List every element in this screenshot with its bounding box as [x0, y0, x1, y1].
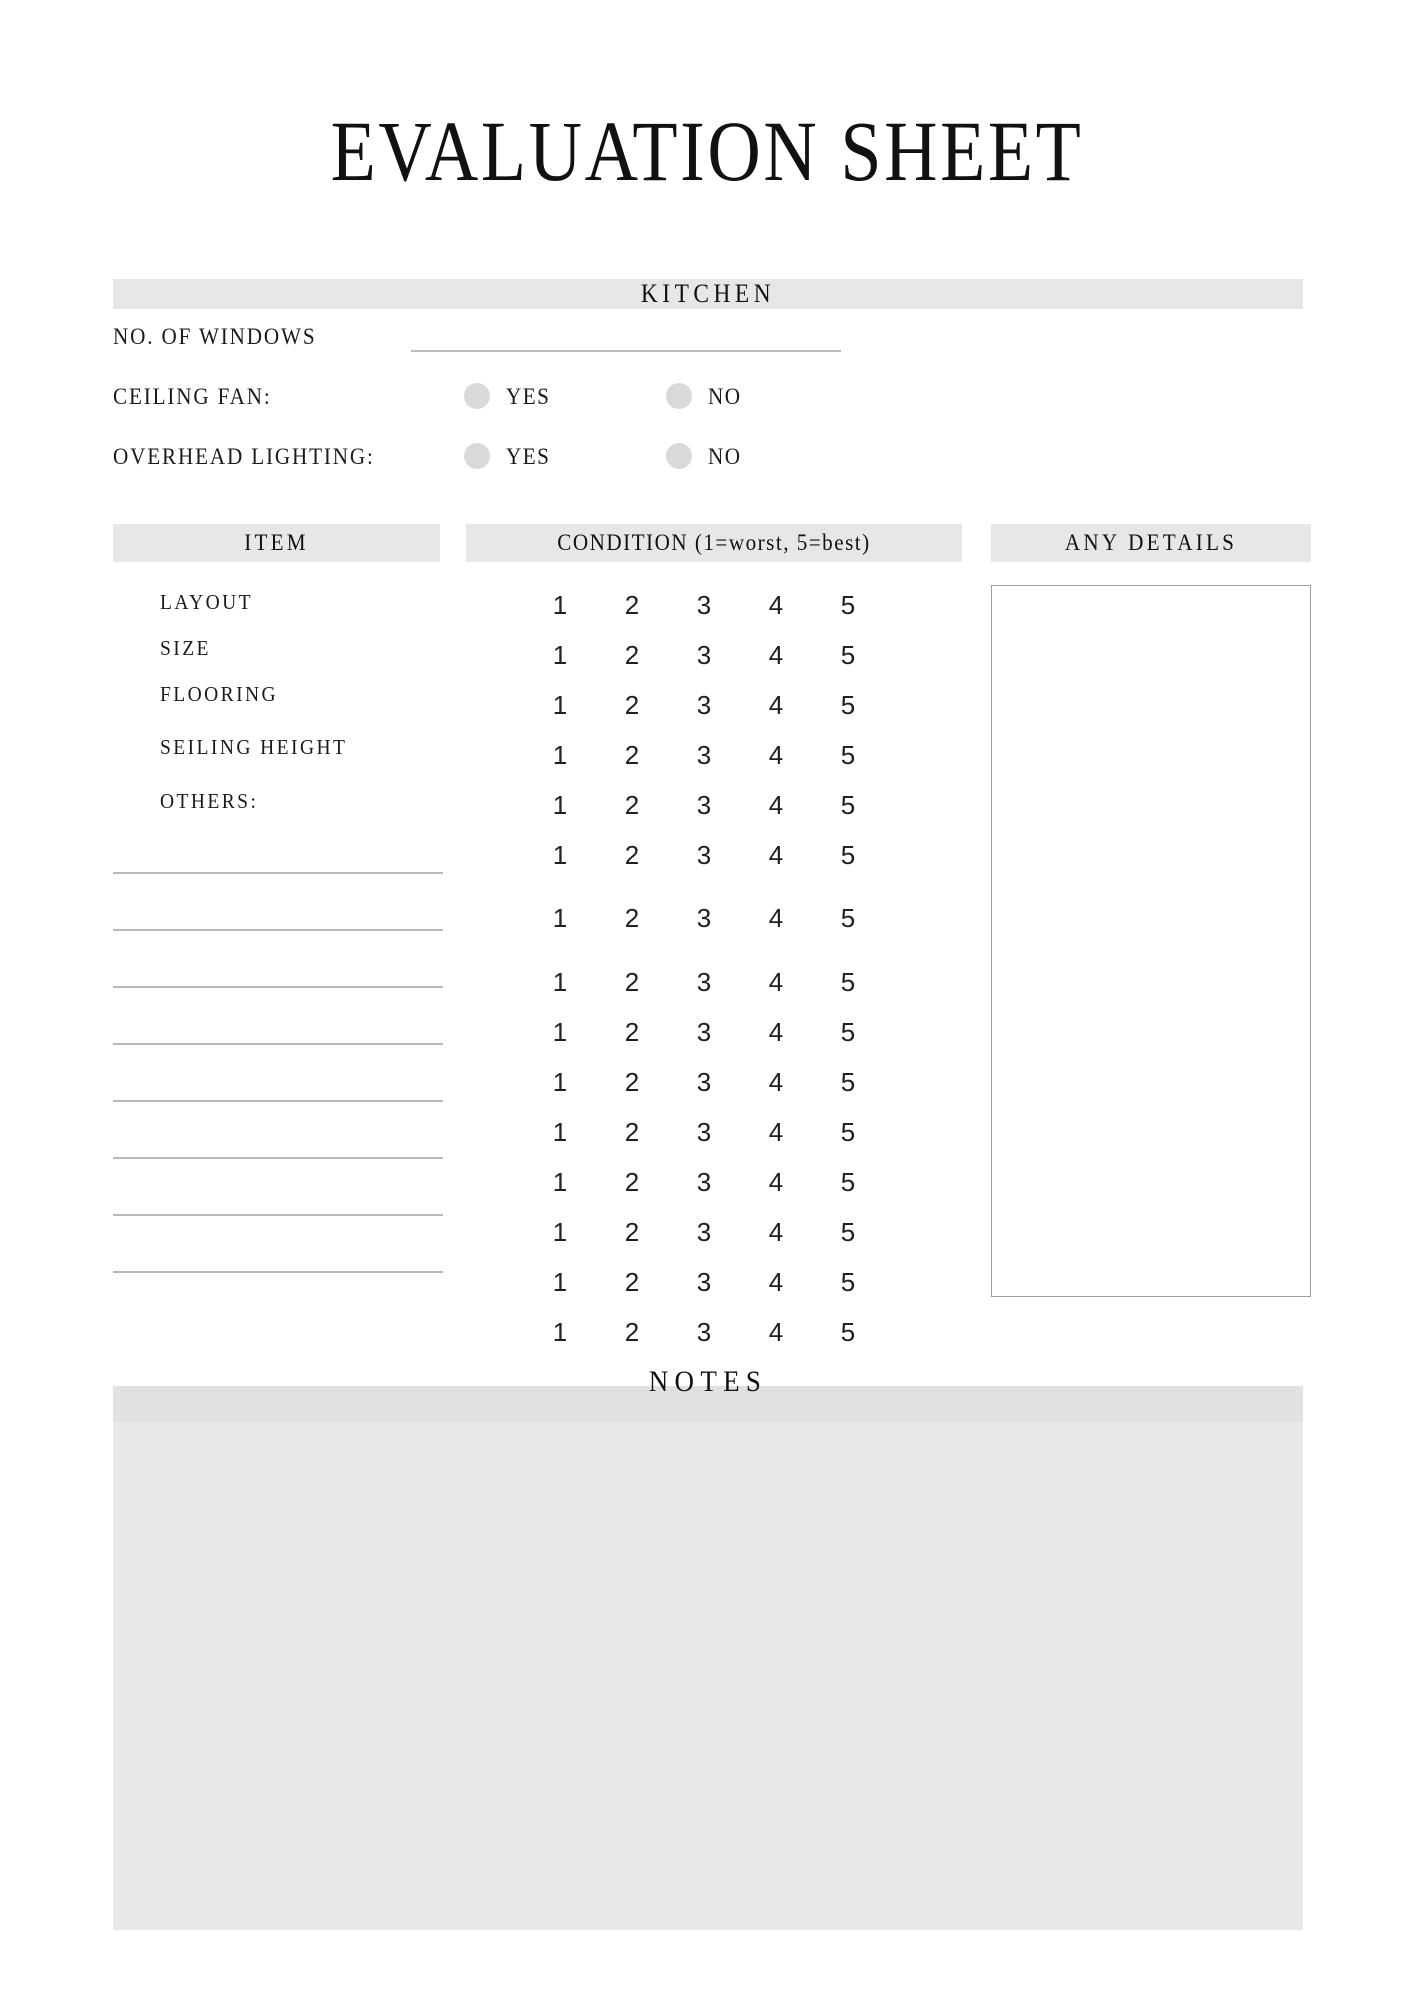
item-others: OTHERS:: [160, 789, 259, 813]
rating-option-3[interactable]: 3: [696, 840, 712, 870]
rating-option-4[interactable]: 4: [768, 690, 784, 720]
rating-option-1[interactable]: 1: [552, 1067, 568, 1097]
rating-option-5[interactable]: 5: [840, 790, 856, 820]
rating-option-1[interactable]: 1: [552, 590, 568, 620]
rating-option-2[interactable]: 2: [624, 1117, 640, 1147]
table-header-details-label: ANY DETAILS: [1064, 530, 1238, 555]
rating-option-4[interactable]: 4: [768, 740, 784, 770]
rating-option-5[interactable]: 5: [840, 967, 856, 997]
radio-label-ceiling-fan-yes: YES: [506, 384, 551, 409]
table-header-condition-label: CONDITION (1=worst, 5=best): [557, 530, 871, 555]
rating-option-2[interactable]: 2: [624, 903, 640, 933]
rating-option-4[interactable]: 4: [768, 903, 784, 933]
table-header-item-label: ITEM: [244, 530, 309, 555]
table-header-condition: [466, 524, 962, 562]
notes-input[interactable]: [113, 1422, 1303, 1930]
table-header-item: [113, 524, 440, 562]
rating-option-2[interactable]: 2: [624, 840, 640, 870]
rating-option-5[interactable]: 5: [840, 1117, 856, 1147]
rating-option-3[interactable]: 3: [696, 1117, 712, 1147]
item-layout: LAYOUT: [160, 590, 253, 614]
write-in-line[interactable]: [113, 1100, 443, 1102]
rating-option-3[interactable]: 3: [696, 740, 712, 770]
label-overhead-lighting: OVERHEAD LIGHTING:: [113, 444, 375, 469]
write-in-line[interactable]: [113, 929, 443, 931]
rating-option-4[interactable]: 4: [768, 1267, 784, 1297]
rating-option-1[interactable]: 1: [552, 840, 568, 870]
rating-option-4[interactable]: 4: [768, 1017, 784, 1047]
rating-option-3[interactable]: 3: [696, 903, 712, 933]
rating-option-4[interactable]: 4: [768, 590, 784, 620]
rating-option-1[interactable]: 1: [552, 903, 568, 933]
write-in-line[interactable]: [113, 986, 443, 988]
rating-option-3[interactable]: 3: [696, 1217, 712, 1247]
item-size: SIZE: [160, 636, 211, 660]
rating-row[interactable]: [524, 1267, 884, 1297]
rating-option-3[interactable]: 3: [696, 640, 712, 670]
rating-option-2[interactable]: 2: [624, 1067, 640, 1097]
rating-option-5[interactable]: 5: [840, 1067, 856, 1097]
radio-ceiling-fan-no[interactable]: [666, 383, 692, 409]
rating-option-1[interactable]: 1: [552, 690, 568, 720]
rating-option-3[interactable]: 3: [696, 590, 712, 620]
rating-option-5[interactable]: 5: [840, 1217, 856, 1247]
rating-option-2[interactable]: 2: [624, 740, 640, 770]
rating-row[interactable]: [524, 1067, 884, 1097]
any-details-input[interactable]: [991, 585, 1311, 1297]
rating-option-3[interactable]: 3: [696, 1017, 712, 1047]
rating-option-4[interactable]: 4: [768, 640, 784, 670]
table-header-details: [991, 524, 1311, 562]
rating-option-1[interactable]: 1: [552, 790, 568, 820]
rating-option-4[interactable]: 4: [768, 1117, 784, 1147]
rating-row[interactable]: [524, 740, 884, 770]
rating-row[interactable]: [524, 1317, 884, 1347]
rating-option-4[interactable]: 4: [768, 840, 784, 870]
rating-option-4[interactable]: 4: [768, 1067, 784, 1097]
write-in-line[interactable]: [113, 872, 443, 874]
notes-title: NOTES: [648, 1365, 768, 1398]
rating-option-2[interactable]: 2: [624, 590, 640, 620]
rating-row[interactable]: [524, 690, 884, 720]
rating-row[interactable]: [524, 590, 884, 620]
rating-option-3[interactable]: 3: [696, 790, 712, 820]
label-ceiling-fan: CEILING FAN:: [113, 384, 272, 409]
rating-option-4[interactable]: 4: [768, 967, 784, 997]
rating-option-1[interactable]: 1: [552, 1217, 568, 1247]
rating-option-5[interactable]: 5: [840, 590, 856, 620]
rating-option-2[interactable]: 2: [624, 1017, 640, 1047]
rating-option-4[interactable]: 4: [768, 1167, 784, 1197]
radio-ceiling-fan-yes[interactable]: [464, 383, 490, 409]
rating-option-2[interactable]: 2: [624, 967, 640, 997]
rating-option-1[interactable]: 1: [552, 1267, 568, 1297]
item-flooring: FLOORING: [160, 682, 279, 706]
rating-option-3[interactable]: 3: [696, 690, 712, 720]
rating-option-5[interactable]: 5: [840, 640, 856, 670]
rating-option-5[interactable]: 5: [840, 1017, 856, 1047]
section-title: KITCHEN: [640, 279, 776, 308]
rating-row[interactable]: [524, 1017, 884, 1047]
section-band-kitchen: [113, 279, 1303, 309]
radio-overhead-lighting-yes[interactable]: [464, 443, 490, 469]
rating-row[interactable]: [524, 1167, 884, 1197]
radio-label-overhead-lighting-yes: YES: [506, 444, 551, 469]
rating-row[interactable]: [524, 840, 884, 870]
rating-option-2[interactable]: 2: [624, 1217, 640, 1247]
write-in-line[interactable]: [113, 1043, 443, 1045]
rating-option-3[interactable]: 3: [696, 1167, 712, 1197]
rating-row[interactable]: [524, 903, 884, 933]
rating-option-3[interactable]: 3: [696, 1067, 712, 1097]
rating-option-3[interactable]: 3: [696, 1317, 712, 1347]
rating-option-2[interactable]: 2: [624, 790, 640, 820]
notes-band: [113, 1365, 1303, 1422]
rating-row[interactable]: [524, 790, 884, 820]
rating-option-5[interactable]: 5: [840, 740, 856, 770]
item-seiling-height: SEILING HEIGHT: [160, 735, 348, 759]
rating-option-3[interactable]: 3: [696, 967, 712, 997]
no-of-windows-input[interactable]: [411, 350, 841, 352]
rating-option-5[interactable]: 5: [840, 840, 856, 870]
rating-option-5[interactable]: 5: [840, 690, 856, 720]
rating-option-2[interactable]: 2: [624, 640, 640, 670]
write-in-line[interactable]: [113, 1271, 443, 1273]
rating-option-1[interactable]: 1: [552, 1117, 568, 1147]
rating-option-1[interactable]: 1: [552, 967, 568, 997]
label-no-of-windows: NO. OF WINDOWS: [113, 324, 317, 349]
rating-row[interactable]: [524, 640, 884, 670]
rating-option-5[interactable]: 5: [840, 903, 856, 933]
rating-option-2[interactable]: 2: [624, 690, 640, 720]
rating-row[interactable]: [524, 967, 884, 997]
rating-option-1[interactable]: 1: [552, 640, 568, 670]
rating-option-4[interactable]: 4: [768, 1317, 784, 1347]
rating-option-1[interactable]: 1: [552, 1317, 568, 1347]
rating-option-3[interactable]: 3: [696, 1267, 712, 1297]
rating-option-1[interactable]: 1: [552, 1017, 568, 1047]
rating-option-2[interactable]: 2: [624, 1267, 640, 1297]
radio-overhead-lighting-no[interactable]: [666, 443, 692, 469]
radio-label-overhead-lighting-no: NO: [708, 444, 742, 469]
rating-option-1[interactable]: 1: [552, 740, 568, 770]
rating-option-5[interactable]: 5: [840, 1267, 856, 1297]
write-in-line[interactable]: [113, 1214, 443, 1216]
write-in-line[interactable]: [113, 1157, 443, 1159]
radio-label-ceiling-fan-no: NO: [708, 384, 742, 409]
rating-row[interactable]: [524, 1217, 884, 1247]
rating-row[interactable]: [524, 1117, 884, 1147]
page-title: EVALUATION SHEET: [330, 103, 1084, 199]
rating-option-2[interactable]: 2: [624, 1167, 640, 1197]
rating-option-1[interactable]: 1: [552, 1167, 568, 1197]
rating-option-2[interactable]: 2: [624, 1317, 640, 1347]
rating-option-4[interactable]: 4: [768, 790, 784, 820]
rating-option-4[interactable]: 4: [768, 1217, 784, 1247]
rating-option-5[interactable]: 5: [840, 1167, 856, 1197]
rating-option-5[interactable]: 5: [840, 1317, 856, 1347]
